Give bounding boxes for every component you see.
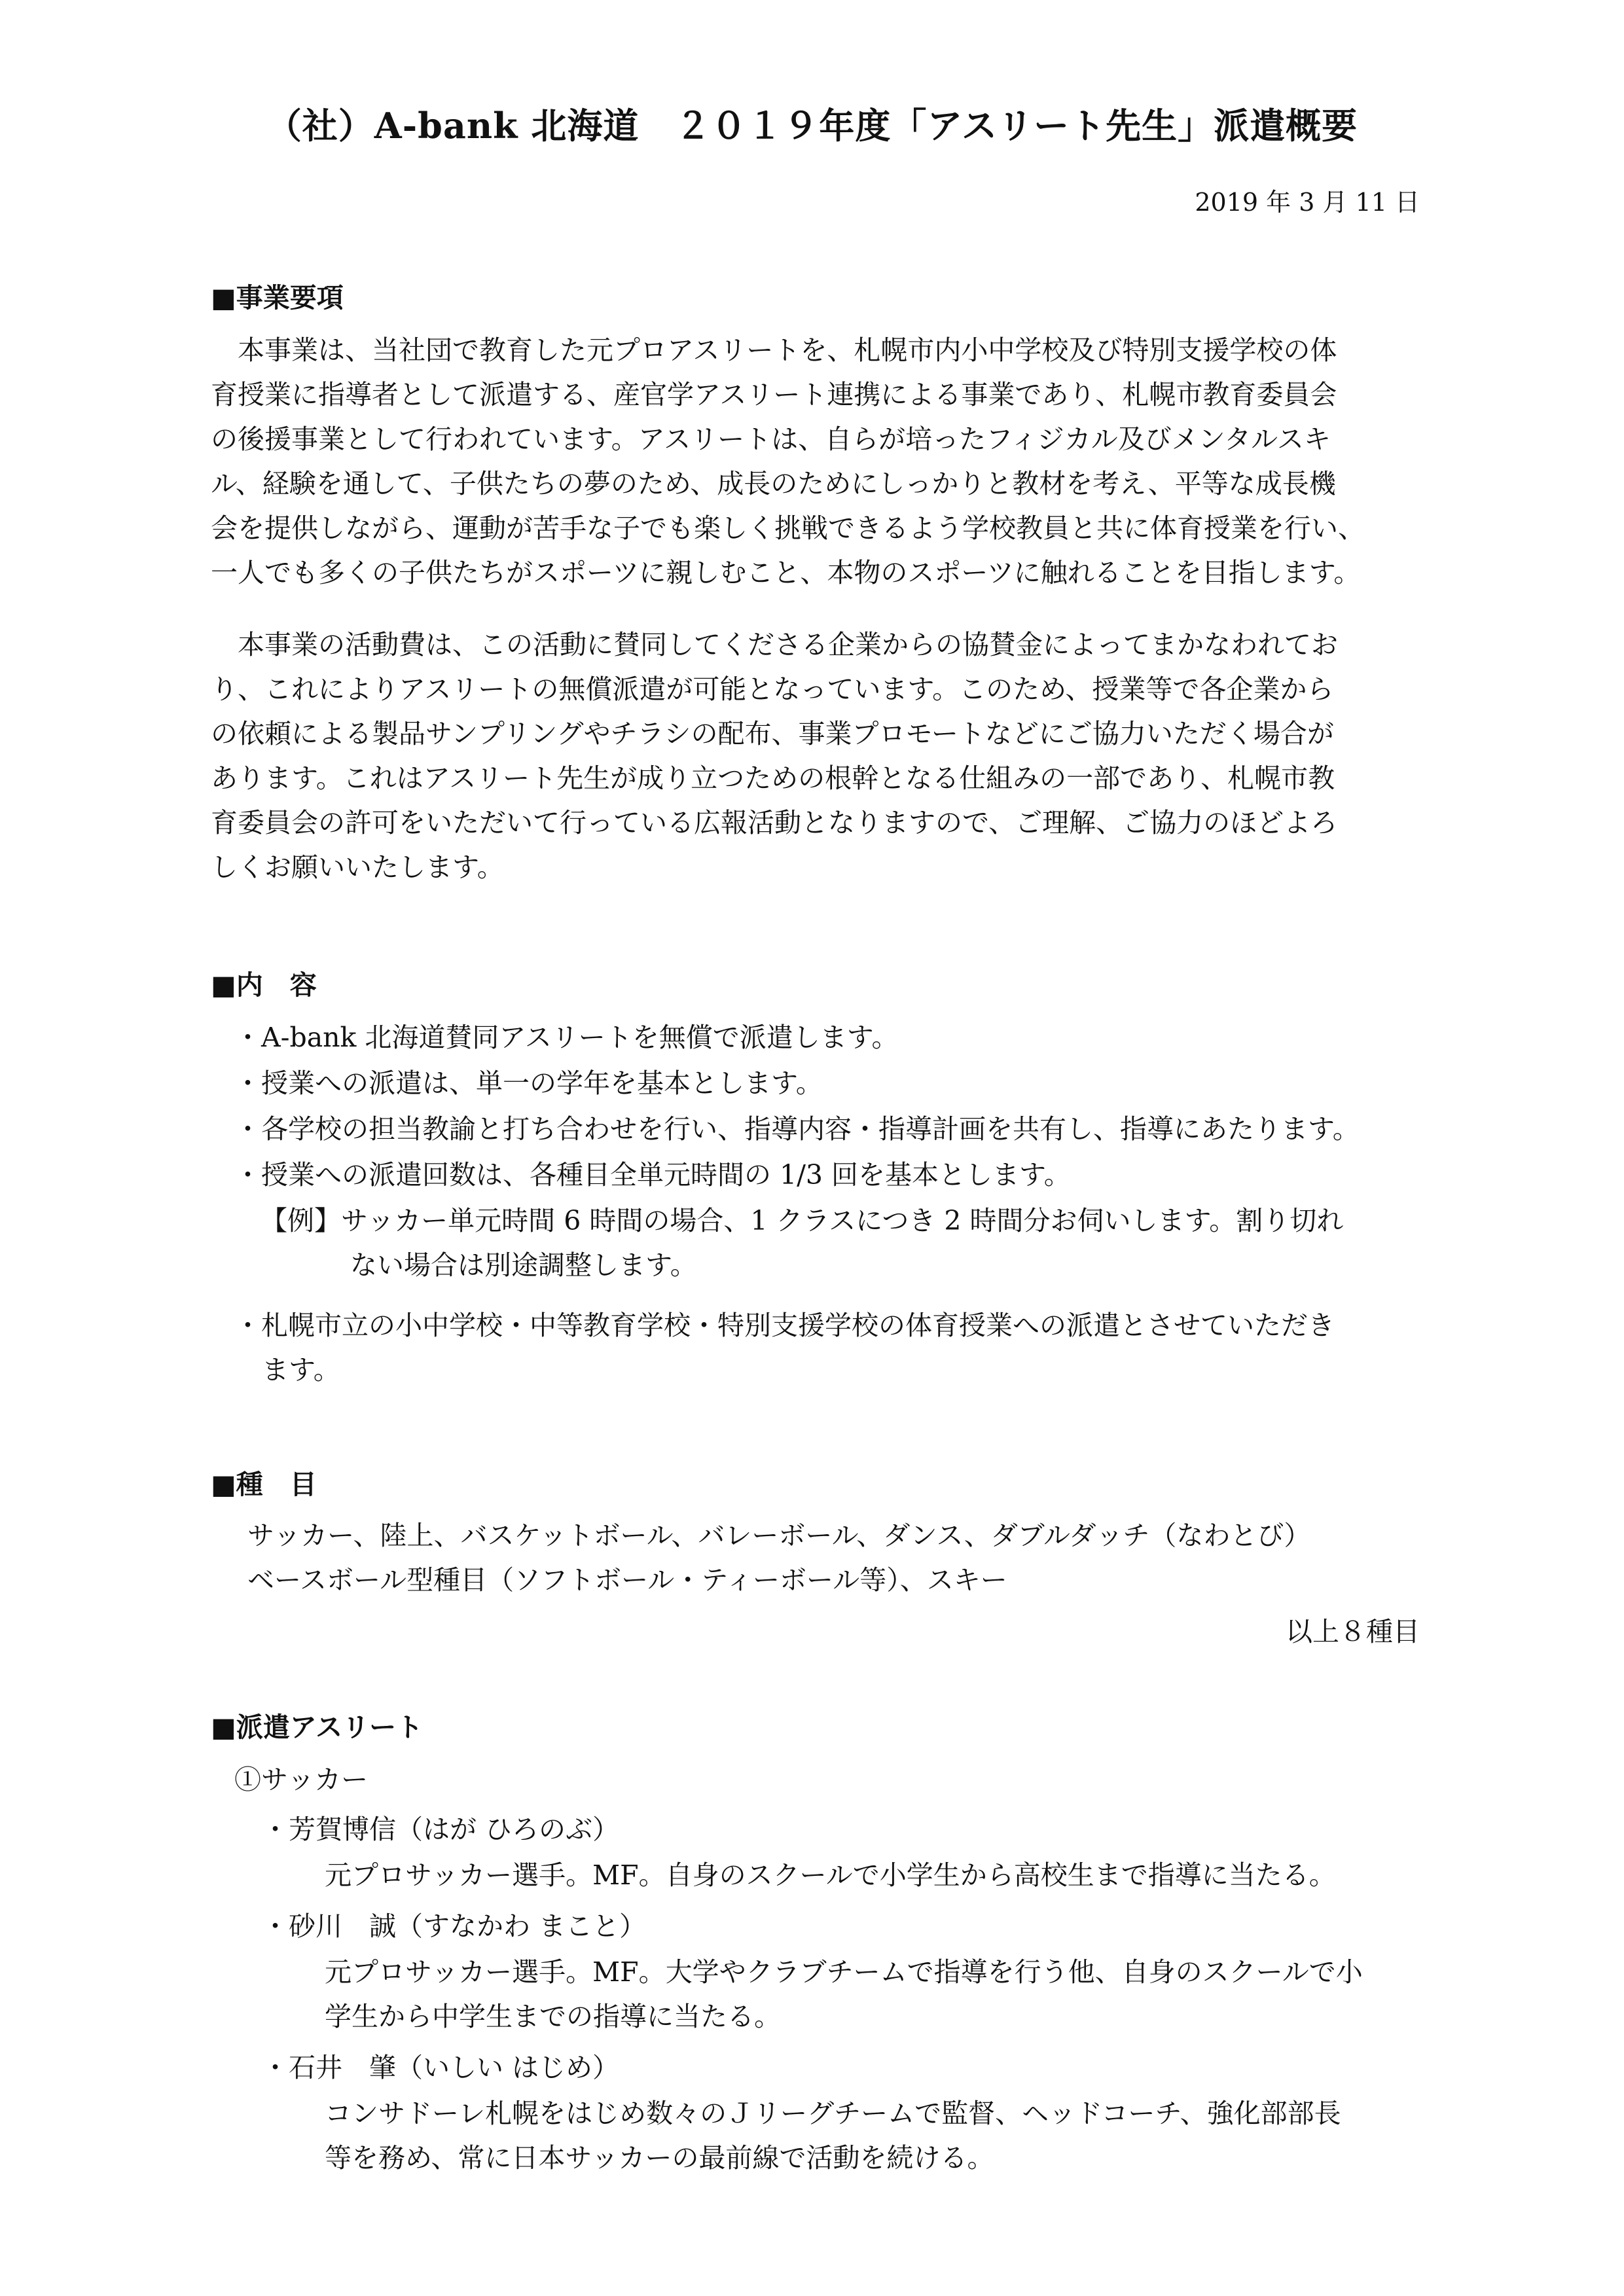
athlete-category: ①サッカー: [234, 1764, 369, 1795]
content-bullet: ・授業への派遣回数は、各種目全単元時間の 1/3 回を基本とします。: [234, 1159, 1071, 1191]
content-bullet-cont: ます。: [262, 1354, 340, 1386]
athlete-desc: 等を務め、常に日本サッカーの最前線で活動を続ける。: [325, 2142, 994, 2174]
section-heading-events: ■種 目: [211, 1469, 317, 1500]
content-bullet: ・A-bank 北海道賛同アスリートを無償で派遣します。: [234, 1022, 899, 1053]
overview-line: 本事業の活動費は、この活動に賛同してくださる企業からの協賛金によってまかなわれてお: [211, 629, 1338, 660]
content-bullet: ・各学校の担当教諭と打ち合わせを行い、指導内容・指導計画を共有し、指導にあたります。: [234, 1113, 1360, 1145]
content-bullet: ・札幌市立の小中学校・中等教育学校・特別支援学校の体育授業への派遣とさせていただき: [234, 1310, 1335, 1341]
section-heading-content: ■内 容: [211, 969, 317, 1001]
overview-line: 育委員会の許可をいただいて行っている広報活動となりますので、ご理解、ご協力のほどよろ: [211, 807, 1338, 838]
document-title: （社）A-bank 北海道 ２０１９年度「アスリート先生」派遣概要: [266, 105, 1358, 147]
athlete-desc: 元プロサッカー選手。MF。自身のスクールで小学生から高校生まで指導に当たる。: [325, 1859, 1336, 1891]
overview-line: しくお願いいたします。: [211, 852, 504, 883]
events-line: サッカー、陸上、バスケットボール、バレーボール、ダンス、ダブルダッチ（なわとび）: [247, 1520, 1311, 1551]
athlete-desc: 学生から中学生までの指導に当たる。: [325, 2001, 781, 2032]
athlete-name: ・芳賀博信（はが ひろのぶ）: [262, 1814, 620, 1845]
overview-line: ル、経験を通して、子供たちの夢のため、成長のためにしっかりと教材を考え、平等な成長機: [211, 468, 1336, 499]
section-heading-overview: ■事業要項: [211, 282, 344, 314]
overview-line: の後援事業として行われています。アスリートは、自らが培ったフィジカル及びメンタルスキ: [211, 423, 1331, 455]
content-bullet: ・授業への派遣は、単一の学年を基本とします。: [234, 1067, 823, 1099]
overview-line: あります。これはアスリート先生が成り立つための根幹となる仕組みの一部であり、札幌市教: [211, 762, 1335, 794]
athlete-name: ・石井 肇（いしい はじめ）: [262, 2052, 620, 2083]
overview-line: の依頼による製品サンプリングやチラシの配布、事業プロモートなどにご協力いただく場合が: [211, 718, 1334, 749]
document-date: 2019 年 3 月 11 日: [1195, 188, 1420, 217]
events-total: 以上８種目: [1286, 1616, 1420, 1647]
overview-line: 一人でも多くの子供たちがスポーツに親しむこと、本物のスポーツに触れることを目指します。: [211, 557, 1361, 588]
athlete-name: ・砂川 誠（すなかわ まこと）: [262, 1910, 647, 1942]
athlete-desc: コンサドーレ札幌をはじめ数々のＪリーグチームで監督、ヘッドコーチ、強化部部長: [325, 2098, 1341, 2129]
content-example: 【例】サッカー単元時間 6 時間の場合、1 クラスにつき 2 時間分お伺いします。割り切れ: [261, 1205, 1344, 1236]
content-example-cont: ない場合は別途調整します。: [350, 1249, 697, 1281]
events-line: ベースボール型種目（ソフトボール・ティーボール等）、スキー: [247, 1564, 1007, 1596]
overview-line: り、これによりアスリートの無償派遣が可能となっています。このため、授業等で各企業から: [211, 673, 1334, 705]
section-heading-athletes: ■派遣アスリート: [211, 1712, 424, 1743]
overview-line: 会を提供しながら、運動が苦手な子でも楽しく挑戦できるよう学校教員と共に体育授業を行い、: [211, 512, 1365, 544]
athlete-desc: 元プロサッカー選手。MF。大学やクラブチームで指導を行う他、自身のスクールで小: [325, 1956, 1363, 1988]
overview-line: 本事業は、当社団で教育した元プロアスリートを、札幌市内小中学校及び特別支援学校の体: [211, 334, 1337, 366]
overview-line: 育授業に指導者として派遣する、産官学アスリート連携による事業であり、札幌市教育委員会: [211, 379, 1337, 410]
